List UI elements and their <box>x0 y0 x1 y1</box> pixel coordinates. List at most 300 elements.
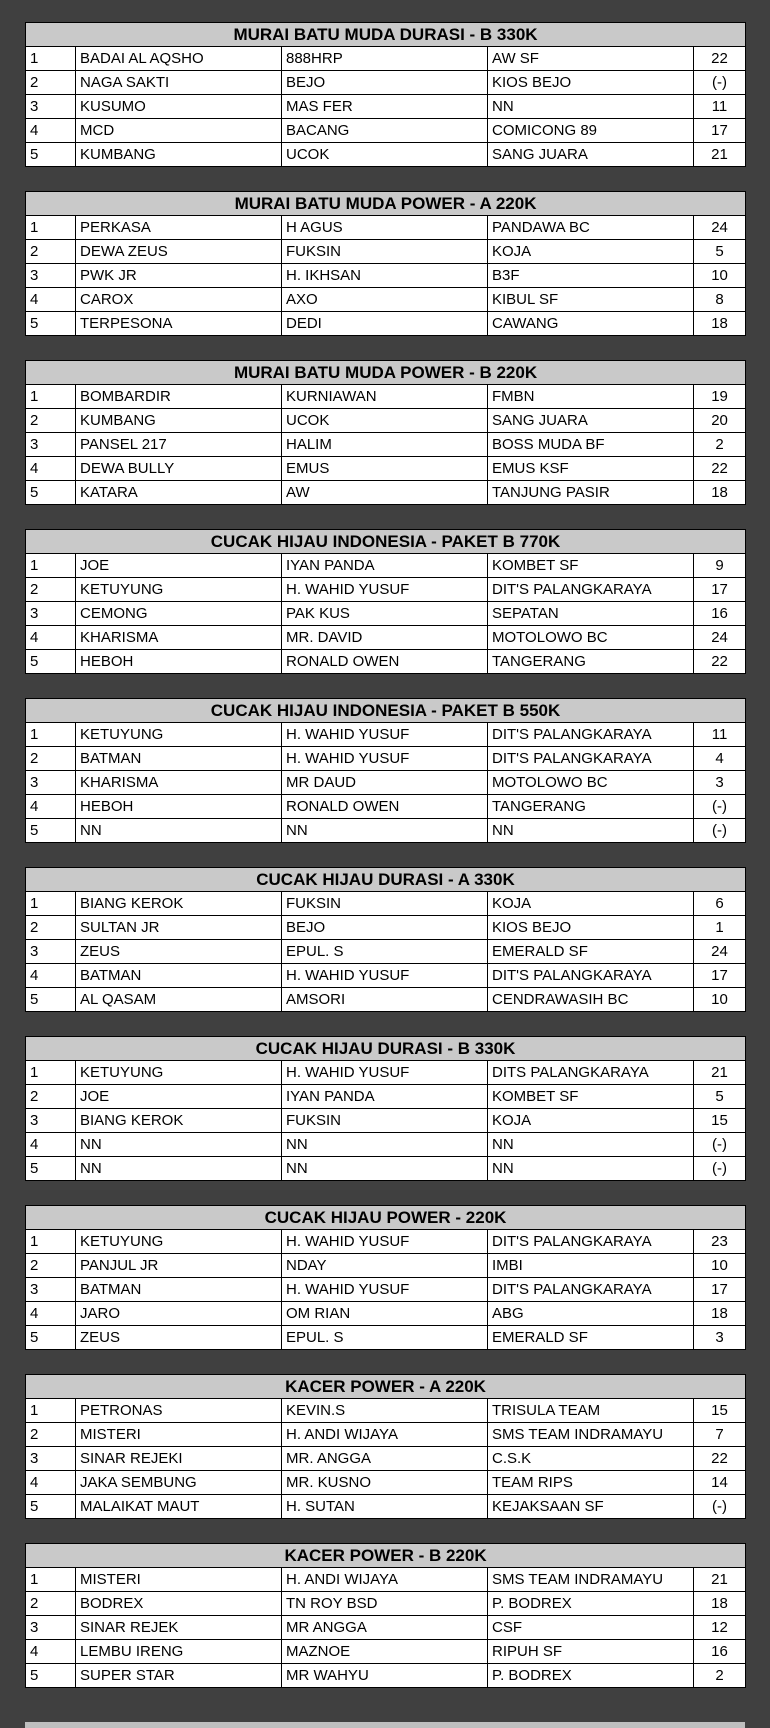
table-row <box>26 578 746 602</box>
table-row <box>26 1423 746 1447</box>
bird-name-cell: DEWA BULLY <box>76 457 282 481</box>
owner-cell: BEJO <box>282 71 488 95</box>
team-cell: TANJUNG PASIR <box>488 481 694 505</box>
bird-name-cell: JARO <box>76 1302 282 1326</box>
gantangan-cell: 17 <box>694 578 746 602</box>
owner-cell: RONALD OWEN <box>282 795 488 819</box>
rank-cell: 4 <box>26 1302 76 1326</box>
bird-name-cell: BATMAN <box>76 747 282 771</box>
bird-name-cell: PERKASA <box>76 216 282 240</box>
result-table <box>25 1205 746 1350</box>
rank-cell: 1 <box>26 47 76 71</box>
bird-name-cell: ZEUS <box>76 940 282 964</box>
gantangan-cell: 9 <box>694 554 746 578</box>
team-cell: MOTOLOWO BC <box>488 626 694 650</box>
owner-cell: NN <box>282 1157 488 1181</box>
team-cell: FMBN <box>488 385 694 409</box>
owner-cell: HALIM <box>282 433 488 457</box>
gantangan-cell: 21 <box>694 1061 746 1085</box>
gantangan-cell: 22 <box>694 1447 746 1471</box>
gantangan-cell: 24 <box>694 216 746 240</box>
table-row <box>26 1592 746 1616</box>
owner-cell: AMSORI <box>282 988 488 1012</box>
owner-cell: FUKSIN <box>282 892 488 916</box>
owner-cell: H. WAHID YUSUF <box>282 723 488 747</box>
team-cell: CENDRAWASIH BC <box>488 988 694 1012</box>
owner-cell: OM RIAN <box>282 1302 488 1326</box>
owner-cell: H. ANDI WIJAYA <box>282 1568 488 1592</box>
rank-cell: 5 <box>26 1495 76 1519</box>
team-cell: DITS PALANGKARAYA <box>488 1061 694 1085</box>
class-title: MURAI BATU MUDA POWER - B 220K <box>26 361 746 385</box>
owner-cell: KEVIN.S <box>282 1399 488 1423</box>
gantangan-cell: 16 <box>694 602 746 626</box>
owner-cell: H. WAHID YUSUF <box>282 578 488 602</box>
rank-cell: 1 <box>26 723 76 747</box>
table-row <box>26 240 746 264</box>
bird-name-cell: BATMAN <box>76 964 282 988</box>
owner-cell: BACANG <box>282 119 488 143</box>
bird-name-cell: HEBOH <box>76 650 282 674</box>
table-row <box>26 119 746 143</box>
bird-name-cell: CEMONG <box>76 602 282 626</box>
owner-cell: EMUS <box>282 457 488 481</box>
bird-name-cell: MCD <box>76 119 282 143</box>
rank-cell: 3 <box>26 1109 76 1133</box>
owner-cell: H. WAHID YUSUF <box>282 1278 488 1302</box>
gantangan-cell: 4 <box>694 747 746 771</box>
table-row <box>26 554 746 578</box>
rank-cell: 2 <box>26 240 76 264</box>
gantangan-cell: 10 <box>694 264 746 288</box>
table-row <box>26 1640 746 1664</box>
bird-name-cell: BODREX <box>76 1592 282 1616</box>
team-cell: KOJA <box>488 240 694 264</box>
owner-cell: MAZNOE <box>282 1640 488 1664</box>
bird-name-cell: KATARA <box>76 481 282 505</box>
rank-cell: 2 <box>26 1423 76 1447</box>
rank-cell: 5 <box>26 1326 76 1350</box>
bird-name-cell: SINAR REJEK <box>76 1616 282 1640</box>
table-row <box>26 602 746 626</box>
bird-name-cell: PANJUL JR <box>76 1254 282 1278</box>
owner-cell: MAS FER <box>282 95 488 119</box>
bird-name-cell: LEMBU IRENG <box>76 1640 282 1664</box>
team-cell: KIOS BEJO <box>488 71 694 95</box>
gantangan-cell: 15 <box>694 1399 746 1423</box>
team-cell: TANGERANG <box>488 650 694 674</box>
bird-name-cell: SUPER STAR <box>76 1664 282 1688</box>
gantangan-cell: 10 <box>694 1254 746 1278</box>
table-row <box>26 1568 746 1592</box>
gantangan-cell: 17 <box>694 119 746 143</box>
rank-cell: 2 <box>26 747 76 771</box>
bird-name-cell: KETUYUNG <box>76 578 282 602</box>
team-cell: SMS TEAM INDRAMAYU <box>488 1568 694 1592</box>
gantangan-cell: 18 <box>694 481 746 505</box>
rank-cell: 2 <box>26 71 76 95</box>
table-row <box>26 47 746 71</box>
rank-cell: 5 <box>26 1664 76 1688</box>
owner-cell: KURNIAWAN <box>282 385 488 409</box>
team-cell: AW SF <box>488 47 694 71</box>
class-title: KACER POWER - B 220K <box>26 1544 746 1568</box>
owner-cell: NN <box>282 1133 488 1157</box>
rank-cell: 3 <box>26 1447 76 1471</box>
team-cell: KIOS BEJO <box>488 916 694 940</box>
owner-cell: MR DAUD <box>282 771 488 795</box>
team-cell: DIT'S PALANGKARAYA <box>488 747 694 771</box>
owner-cell: MR. KUSNO <box>282 1471 488 1495</box>
owner-cell: UCOK <box>282 409 488 433</box>
table-row <box>26 1157 746 1181</box>
table-row <box>26 481 746 505</box>
table-row <box>26 892 746 916</box>
team-cell: ABG <box>488 1302 694 1326</box>
table-row <box>26 1326 746 1350</box>
gantangan-cell: 12 <box>694 1616 746 1640</box>
bird-name-cell: SULTAN JR <box>76 916 282 940</box>
table-row <box>26 1399 746 1423</box>
rank-cell: 2 <box>26 1254 76 1278</box>
owner-cell: MR. ANGGA <box>282 1447 488 1471</box>
bird-name-cell: AL QASAM <box>76 988 282 1012</box>
rank-cell: 4 <box>26 1471 76 1495</box>
team-cell: P. BODREX <box>488 1664 694 1688</box>
rank-cell: 3 <box>26 1616 76 1640</box>
class-title: MURAI BATU MUDA POWER - A 220K <box>26 192 746 216</box>
bird-name-cell: KETUYUNG <box>76 1061 282 1085</box>
bird-name-cell: NAGA SAKTI <box>76 71 282 95</box>
team-cell: KOJA <box>488 892 694 916</box>
next-table-header-partial <box>25 1722 745 1728</box>
bird-name-cell: KUSUMO <box>76 95 282 119</box>
result-table <box>25 191 746 336</box>
team-cell: DIT'S PALANGKARAYA <box>488 1278 694 1302</box>
rank-cell: 4 <box>26 626 76 650</box>
bird-name-cell: TERPESONA <box>76 312 282 336</box>
rank-cell: 1 <box>26 216 76 240</box>
gantangan-cell: 21 <box>694 1568 746 1592</box>
team-cell: C.S.K <box>488 1447 694 1471</box>
team-cell: DIT'S PALANGKARAYA <box>488 578 694 602</box>
team-cell: DIT'S PALANGKARAYA <box>488 723 694 747</box>
gantangan-cell: (-) <box>694 71 746 95</box>
rank-cell: 2 <box>26 916 76 940</box>
gantangan-cell: 18 <box>694 1592 746 1616</box>
bird-name-cell: DEWA ZEUS <box>76 240 282 264</box>
team-cell: BOSS MUDA BF <box>488 433 694 457</box>
table-row <box>26 1109 746 1133</box>
bird-name-cell: PANSEL 217 <box>76 433 282 457</box>
gantangan-cell: 19 <box>694 385 746 409</box>
rank-cell: 5 <box>26 819 76 843</box>
bird-name-cell: JOE <box>76 554 282 578</box>
gantangan-cell: 20 <box>694 409 746 433</box>
rank-cell: 1 <box>26 1230 76 1254</box>
owner-cell: H. SUTAN <box>282 1495 488 1519</box>
result-table <box>25 698 746 843</box>
bird-name-cell: ZEUS <box>76 1326 282 1350</box>
gantangan-cell: 18 <box>694 312 746 336</box>
gantangan-cell: 11 <box>694 95 746 119</box>
rank-cell: 1 <box>26 892 76 916</box>
bird-name-cell: KUMBANG <box>76 143 282 167</box>
team-cell: NN <box>488 95 694 119</box>
owner-cell: IYAN PANDA <box>282 554 488 578</box>
class-title: CUCAK HIJAU INDONESIA - PAKET B 770K <box>26 530 746 554</box>
team-cell: P. BODREX <box>488 1592 694 1616</box>
owner-cell: UCOK <box>282 143 488 167</box>
rank-cell: 4 <box>26 964 76 988</box>
gantangan-cell: (-) <box>694 819 746 843</box>
bird-name-cell: CAROX <box>76 288 282 312</box>
rank-cell: 1 <box>26 1061 76 1085</box>
team-cell: EMERALD SF <box>488 940 694 964</box>
team-cell: KIBUL SF <box>488 288 694 312</box>
gantangan-cell: (-) <box>694 795 746 819</box>
rank-cell: 4 <box>26 1640 76 1664</box>
owner-cell: H. WAHID YUSUF <box>282 747 488 771</box>
rank-cell: 5 <box>26 988 76 1012</box>
gantangan-cell: 2 <box>694 433 746 457</box>
owner-cell: H AGUS <box>282 216 488 240</box>
rank-cell: 3 <box>26 1278 76 1302</box>
team-cell: SANG JUARA <box>488 409 694 433</box>
table-row <box>26 264 746 288</box>
table-row <box>26 312 746 336</box>
rank-cell: 4 <box>26 457 76 481</box>
gantangan-cell: (-) <box>694 1133 746 1157</box>
result-table <box>25 1374 746 1519</box>
owner-cell: NN <box>282 819 488 843</box>
result-table <box>25 1543 746 1688</box>
owner-cell: RONALD OWEN <box>282 650 488 674</box>
rank-cell: 3 <box>26 771 76 795</box>
owner-cell: MR WAHYU <box>282 1664 488 1688</box>
owner-cell: 888HRP <box>282 47 488 71</box>
team-cell: SMS TEAM INDRAMAYU <box>488 1423 694 1447</box>
gantangan-cell: 22 <box>694 47 746 71</box>
table-row <box>26 71 746 95</box>
table-row <box>26 819 746 843</box>
gantangan-cell: 5 <box>694 240 746 264</box>
table-row <box>26 1133 746 1157</box>
bird-name-cell: KHARISMA <box>76 626 282 650</box>
bird-name-cell: BOMBARDIR <box>76 385 282 409</box>
team-cell: NN <box>488 819 694 843</box>
bird-name-cell: BIANG KEROK <box>76 892 282 916</box>
table-row <box>26 1230 746 1254</box>
rank-cell: 4 <box>26 795 76 819</box>
table-row <box>26 626 746 650</box>
class-title: CUCAK HIJAU DURASI - B 330K <box>26 1037 746 1061</box>
owner-cell: FUKSIN <box>282 1109 488 1133</box>
rank-cell: 3 <box>26 602 76 626</box>
team-cell: SANG JUARA <box>488 143 694 167</box>
gantangan-cell: 3 <box>694 771 746 795</box>
result-table <box>25 529 746 674</box>
table-row <box>26 916 746 940</box>
table-row <box>26 143 746 167</box>
class-title: MURAI BATU MUDA DURASI - B 330K <box>26 23 746 47</box>
bird-name-cell: KUMBANG <box>76 409 282 433</box>
table-row <box>26 723 746 747</box>
gantangan-cell: (-) <box>694 1157 746 1181</box>
owner-cell: EPUL. S <box>282 1326 488 1350</box>
bird-name-cell: KHARISMA <box>76 771 282 795</box>
team-cell: SEPATAN <box>488 602 694 626</box>
table-row <box>26 1495 746 1519</box>
rank-cell: 1 <box>26 385 76 409</box>
owner-cell: EPUL. S <box>282 940 488 964</box>
bird-name-cell: KETUYUNG <box>76 1230 282 1254</box>
owner-cell: IYAN PANDA <box>282 1085 488 1109</box>
results-tables <box>25 22 745 1712</box>
table-row <box>26 940 746 964</box>
rank-cell: 4 <box>26 288 76 312</box>
team-cell: PANDAWA BC <box>488 216 694 240</box>
gantangan-cell: 18 <box>694 1302 746 1326</box>
team-cell: EMERALD SF <box>488 1326 694 1350</box>
gantangan-cell: 22 <box>694 457 746 481</box>
table-row <box>26 1061 746 1085</box>
bird-name-cell: NN <box>76 819 282 843</box>
gantangan-cell: 17 <box>694 1278 746 1302</box>
gantangan-cell: 14 <box>694 1471 746 1495</box>
result-table <box>25 1036 746 1181</box>
gantangan-cell: 24 <box>694 626 746 650</box>
gantangan-cell: 6 <box>694 892 746 916</box>
bird-name-cell: JOE <box>76 1085 282 1109</box>
bird-name-cell: JAKA SEMBUNG <box>76 1471 282 1495</box>
class-title: CUCAK HIJAU DURASI - A 330K <box>26 868 746 892</box>
rank-cell: 5 <box>26 1157 76 1181</box>
team-cell: KOJA <box>488 1109 694 1133</box>
rank-cell: 5 <box>26 143 76 167</box>
rank-cell: 2 <box>26 1592 76 1616</box>
rank-cell: 2 <box>26 409 76 433</box>
gantangan-cell: 2 <box>694 1664 746 1688</box>
gantangan-cell: 24 <box>694 940 746 964</box>
gantangan-cell: 10 <box>694 988 746 1012</box>
bird-name-cell: BATMAN <box>76 1278 282 1302</box>
owner-cell: H. ANDI WIJAYA <box>282 1423 488 1447</box>
table-row <box>26 1278 746 1302</box>
rank-cell: 5 <box>26 481 76 505</box>
bird-name-cell: KETUYUNG <box>76 723 282 747</box>
table-row <box>26 95 746 119</box>
gantangan-cell: 21 <box>694 143 746 167</box>
team-cell: KOMBET SF <box>488 1085 694 1109</box>
team-cell: CSF <box>488 1616 694 1640</box>
gantangan-cell: 15 <box>694 1109 746 1133</box>
gantangan-cell: 1 <box>694 916 746 940</box>
bird-name-cell: BIANG KEROK <box>76 1109 282 1133</box>
bird-name-cell: PWK JR <box>76 264 282 288</box>
rank-cell: 4 <box>26 119 76 143</box>
table-row <box>26 650 746 674</box>
owner-cell: TN ROY BSD <box>282 1592 488 1616</box>
gantangan-cell: 7 <box>694 1423 746 1447</box>
team-cell: DIT'S PALANGKARAYA <box>488 964 694 988</box>
team-cell: CAWANG <box>488 312 694 336</box>
result-table <box>25 360 746 505</box>
table-row <box>26 1302 746 1326</box>
team-cell: EMUS KSF <box>488 457 694 481</box>
gantangan-cell: 11 <box>694 723 746 747</box>
owner-cell: NDAY <box>282 1254 488 1278</box>
table-row <box>26 1447 746 1471</box>
table-row <box>26 385 746 409</box>
bird-name-cell: MISTERI <box>76 1568 282 1592</box>
owner-cell: H. WAHID YUSUF <box>282 964 488 988</box>
rank-cell: 1 <box>26 1568 76 1592</box>
rank-cell: 1 <box>26 1399 76 1423</box>
table-row <box>26 1664 746 1688</box>
team-cell: NN <box>488 1157 694 1181</box>
table-row <box>26 795 746 819</box>
team-cell: TANGERANG <box>488 795 694 819</box>
table-row <box>26 1254 746 1278</box>
table-row <box>26 1085 746 1109</box>
bird-name-cell: MALAIKAT MAUT <box>76 1495 282 1519</box>
bird-name-cell: PETRONAS <box>76 1399 282 1423</box>
owner-cell: MR. DAVID <box>282 626 488 650</box>
owner-cell: FUKSIN <box>282 240 488 264</box>
gantangan-cell: 17 <box>694 964 746 988</box>
table-row <box>26 1471 746 1495</box>
team-cell: DIT'S PALANGKARAYA <box>488 1230 694 1254</box>
owner-cell: PAK KUS <box>282 602 488 626</box>
bird-name-cell: NN <box>76 1133 282 1157</box>
bird-name-cell: BADAI AL AQSHO <box>76 47 282 71</box>
table-row <box>26 457 746 481</box>
rank-cell: 1 <box>26 554 76 578</box>
bird-name-cell: NN <box>76 1157 282 1181</box>
table-row <box>26 288 746 312</box>
owner-cell: BEJO <box>282 916 488 940</box>
team-cell: MOTOLOWO BC <box>488 771 694 795</box>
result-table <box>25 22 746 167</box>
class-title: CUCAK HIJAU POWER - 220K <box>26 1206 746 1230</box>
rank-cell: 3 <box>26 940 76 964</box>
rank-cell: 5 <box>26 312 76 336</box>
gantangan-cell: 3 <box>694 1326 746 1350</box>
team-cell: TRISULA TEAM <box>488 1399 694 1423</box>
table-row <box>26 409 746 433</box>
gantangan-cell: 16 <box>694 1640 746 1664</box>
gantangan-cell: 5 <box>694 1085 746 1109</box>
bird-name-cell: MISTERI <box>76 1423 282 1447</box>
gantangan-cell: 22 <box>694 650 746 674</box>
owner-cell: DEDI <box>282 312 488 336</box>
table-row <box>26 1616 746 1640</box>
rank-cell: 3 <box>26 264 76 288</box>
table-row <box>26 216 746 240</box>
team-cell: B3F <box>488 264 694 288</box>
team-cell: RIPUH SF <box>488 1640 694 1664</box>
owner-cell: MR ANGGA <box>282 1616 488 1640</box>
table-row <box>26 771 746 795</box>
result-table <box>25 867 746 1012</box>
gantangan-cell: (-) <box>694 1495 746 1519</box>
table-row <box>26 433 746 457</box>
table-row <box>26 964 746 988</box>
rank-cell: 2 <box>26 1085 76 1109</box>
team-cell: TEAM RIPS <box>488 1471 694 1495</box>
bird-name-cell: SINAR REJEKI <box>76 1447 282 1471</box>
